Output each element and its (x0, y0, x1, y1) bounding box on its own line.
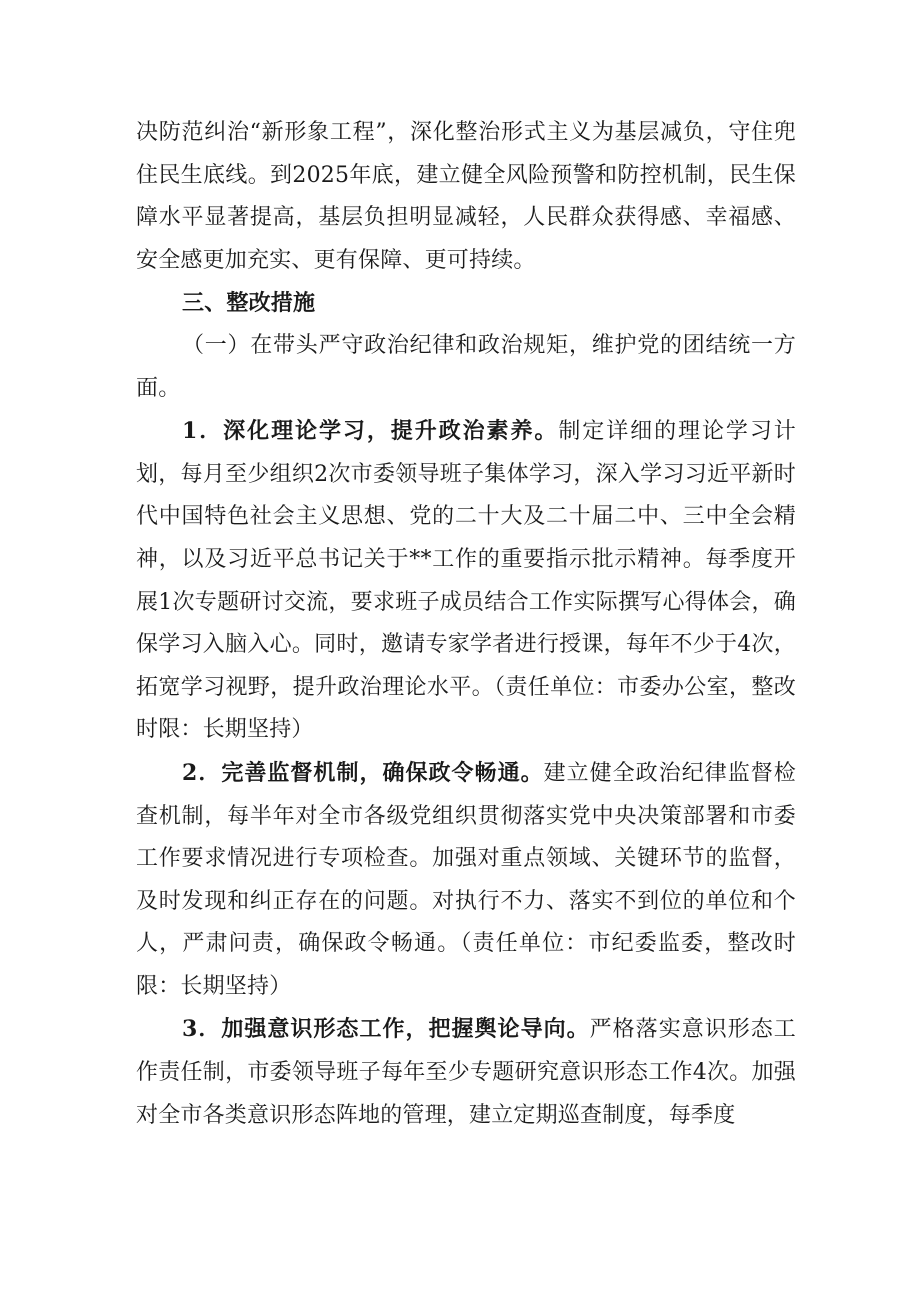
measure-item-1-title: 1．深化理论学习，提升政治素养。 (182, 418, 559, 445)
document-page (136, 112, 796, 1137)
subsection-heading: （一）在带头严守政治纪律和政治规矩，维护党的团结统一方面。 (136, 332, 796, 401)
section-heading: 三、整改措施 (182, 290, 316, 317)
measure-item-3-title: 3．加强意识形态工作，把握舆论导向。 (182, 1016, 590, 1043)
measure-item-2-body: 建立健全政治纪律监督检查机制，每半年对全市各级党组织贯彻落实党中央决策部署和市委工作要求情况进行专项检查。加强对重点领域、关键环节的监督，及时发现和纠正存在的问题。对执行不力、落实不到位的单位和个人，严肃问责，确保政令畅通。（责任单位：市纪委监委，整改时限：长期坚持） (136, 760, 796, 999)
measure-item-2-title: 2．完善监督机制，确保政令畅通。 (182, 759, 544, 786)
measure-item-1-body: 制定详细的理论学习计划，每月至少组织2次市委领导班子集体学习，深入学习习近平新时代中国特色社会主义思想、党的二十大及二十届二中、三中全会精神，以及习近平总书记关于**工作的重要指示批示精神。每季度开展1次专题研讨交流，要求班子成员结合工作实际撰写心得体会，确保学习入脑入心。同时，邀请专家学者进行授课，每年不少于4次，拓宽学习视野，提升政治理论水平。（责任单位：市委办公室，整改时限：长期坚持） (136, 419, 796, 743)
measure-item-3-body: 严格落实意识形态工作责任制，市委领导班子每年至少专题研究意识形态工作4次。加强对全市各类意识形态阵地的管理，建立定期巡查制度，每季度 (136, 1017, 796, 1128)
measure-item-2 (136, 752, 796, 1009)
intro-paragraph: 决防范纠治“新形象工程”，深化整治形式主义为基层减负，守住兜住民生底线。到2025年底，建立健全风险预警和防控机制，民生保障水平显著提高，基层负担明显减轻，人民群众获得感、幸福感、安全感更加充实、更有保障、更可持续。 (136, 120, 796, 273)
measure-item-1 (136, 410, 796, 752)
measure-item-3 (136, 1008, 796, 1137)
